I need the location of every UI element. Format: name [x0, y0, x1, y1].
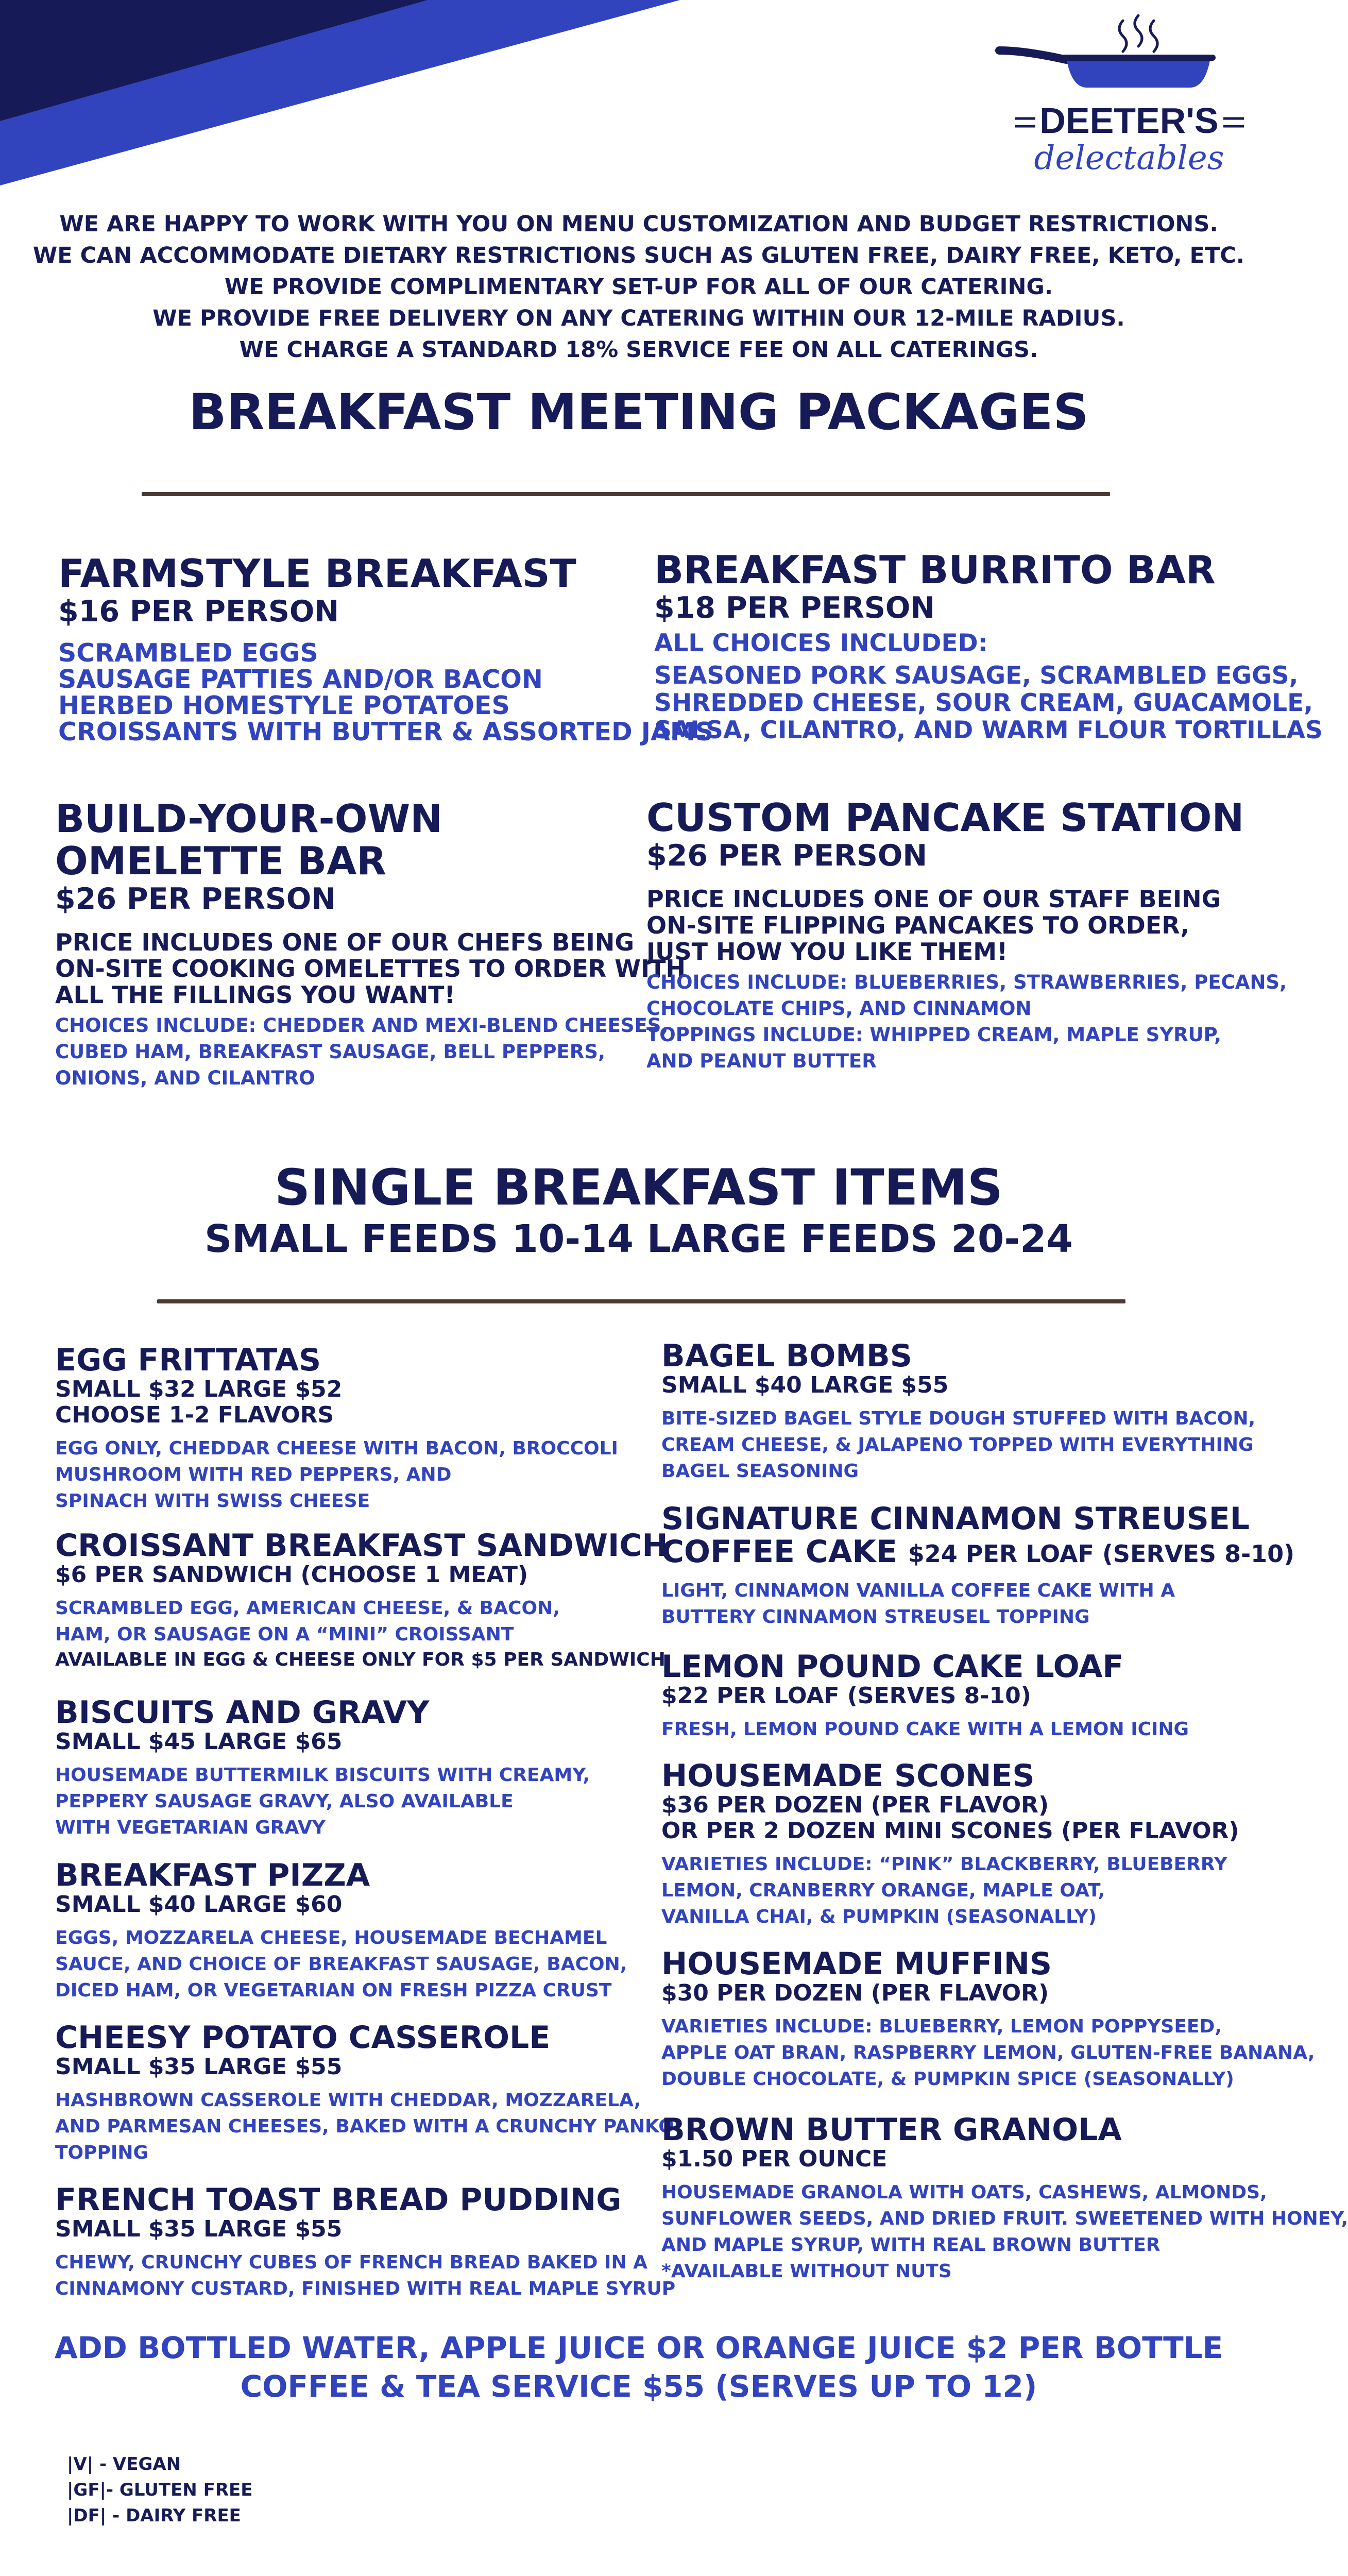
item-title: EGG FRITTATAS [55, 1342, 321, 1378]
item-title: BUILD-YOUR-OWN [55, 796, 442, 841]
item-breakfast-pizza [55, 1859, 627, 2004]
item-housemade-scones [661, 1759, 1239, 1930]
item-lemon-pound-cake [661, 1650, 1189, 1742]
item-description: VARIETIES INCLUDE: “PINK” BLACKBERRY, BLUEBERRY LEMON, CRANBERRY ORANGE, MAPLE OAT, VANILLA CHAI, & PUMPKIN (SEASONALLY) [661, 1854, 1227, 1927]
item-coffee-cake [661, 1502, 1294, 1630]
item-croissant-sandwich [55, 1529, 668, 1672]
item-title: CHEESY POTATO CASSEROLE [55, 2020, 551, 2056]
item-title-line2: COFFEE CAKE $24 PER LOAF (SERVES 8-10) [661, 1534, 1295, 1570]
item-title: HOUSEMADE SCONES [661, 1758, 1035, 1794]
list-item: SHREDDED CHEESE, SOUR CREAM, GUACAMOLE, [654, 689, 1313, 717]
intro-line: WE PROVIDE COMPLIMENTARY SET-UP FOR ALL OF OUR CATERING. [224, 274, 1053, 300]
item-price: $22 PER LOAF (SERVES 8-10) [661, 1683, 1031, 1709]
item-french-toast [55, 2183, 675, 2302]
item-price: $16 PER PERSON [58, 595, 339, 629]
item-price: $30 PER DOZEN (PER FLAVOR) [661, 1980, 1049, 2006]
item-list [654, 662, 1323, 744]
package-omelette-bar [55, 798, 686, 1091]
item-price: $26 PER PERSON [55, 882, 336, 916]
corner-stripe-decoration [0, 0, 721, 196]
list-item: SALSA, CILANTRO, AND WARM FLOUR TORTILLAS [654, 716, 1323, 744]
legend-item: |GF|- GLUTEN FREE [67, 2480, 253, 2500]
item-price: SMALL $45 LARGE $65 [55, 1728, 343, 1755]
item-biscuits-gravy [55, 1696, 590, 1841]
item-title: BREAKFAST PIZZA [55, 1857, 370, 1893]
package-pancake-station [646, 796, 1287, 1074]
item-price: SMALL $35 LARGE $55 [55, 2216, 343, 2242]
list-item: CROISSANTS WITH BUTTER & ASSORTED JAMS [58, 717, 713, 747]
package-farmstyle [58, 552, 713, 745]
item-title: CROISSANT BREAKFAST SANDWICH [55, 1528, 668, 1564]
item-title: HOUSEMADE MUFFINS [661, 1946, 1052, 1982]
item-price: $26 PER PERSON [646, 839, 928, 873]
intro-line: WE ARE HAPPY TO WORK WITH YOU ON MENU CUSTOMIZATION AND BUDGET RESTRICTIONS. [59, 211, 1218, 237]
intro-line: WE PROVIDE FREE DELIVERY ON ANY CATERING WITHIN OUR 12-MILE RADIUS. [152, 306, 1125, 331]
item-note: AVAILABLE IN EGG & CHEESE ONLY FOR $5 PER SANDWICH [55, 1649, 666, 1670]
list-item: SEASONED PORK SAUSAGE, SCRAMBLED EGGS, [654, 662, 1299, 690]
item-description: EGGS, MOZZARELA CHEESE, HOUSEMADE BECHAMEL SAUCE, AND CHOICE OF BREAKFAST SAUSAGE, BACON, DICED HAM, OR VEGETARIAN ON FRESH PIZZA CRUST [55, 1927, 627, 2001]
item-description: EGG ONLY, CHEDDAR CHEESE WITH BACON, BROCCOLI MUSHROOM WITH RED PEPPERS, AND SPINACH WITH SWISS CHEESE [55, 1438, 618, 1512]
item-subhead: ALL CHOICES INCLUDED: [654, 629, 988, 657]
item-price: SMALL $35 LARGE $55 [55, 2054, 343, 2080]
item-description: VARIETIES INCLUDE: BLUEBERRY, LEMON POPPYSEED, APPLE OAT BRAN, RASPBERRY LEMON, GLUTEN-FREE BANANA, DOUBLE CHOCOLATE, & PUMPKIN SPICE (SEASONALLY) [661, 2016, 1315, 2090]
list-item: HERBED HOMESTYLE POTATOES [58, 691, 510, 720]
item-price: SMALL $32 LARGE $52 [55, 1376, 343, 1402]
singles-subheading: SMALL FEEDS 10-14 LARGE FEEDS 20-24 [204, 1217, 1073, 1261]
item-title: BISCUITS AND GRAVY [55, 1694, 430, 1731]
item-bagel-bombs [661, 1340, 1255, 1484]
item-choices: CHOICES INCLUDE: CHEDDER AND MEXI-BLEND CHEESES, CUBED HAM, BREAKFAST SAUSAGE, BELL PEPPERS, ONIONS, AND CILANTRO [55, 1014, 669, 1089]
item-description: BITE-SIZED BAGEL STYLE DOUGH STUFFED WITH BACON, CREAM CHEESE, & JALAPENO TOPPED WITH EVERYTHING BAGEL SEASONING [661, 1408, 1256, 1482]
item-note: PRICE INCLUDES ONE OF OUR STAFF BEING ON-SITE FLIPPING PANCAKES TO ORDER, JUST HOW YOU LIKE THEM! [646, 885, 1221, 965]
item-title: SIGNATURE CINNAMON STREUSEL [661, 1501, 1250, 1537]
package-burrito-bar [654, 549, 1323, 744]
addon-line: ADD BOTTLED WATER, APPLE JUICE OR ORANGE JUICE $2 PER BOTTLE [54, 2330, 1223, 2365]
frying-pan-icon [999, 50, 1216, 88]
legend-item: |DF| - DAIRY FREE [67, 2505, 241, 2526]
item-potato-casserole [55, 2021, 674, 2166]
item-description: FRESH, LEMON POUND CAKE WITH A LEMON ICING [661, 1719, 1189, 1740]
section-divider [142, 492, 1110, 496]
intro-line: WE CHARGE A STANDARD 18% SERVICE FEE ON ALL CATERINGS. [239, 337, 1038, 363]
list-item: SCRAMBLED EGGS [58, 638, 318, 668]
item-title: FRENCH TOAST BREAD PUDDING [55, 2182, 622, 2218]
item-list [58, 640, 713, 745]
item-price: $24 PER LOAF (SERVES 8-10) [908, 1540, 1295, 1568]
addons-footer [0, 2329, 1277, 2406]
item-title: BROWN BUTTER GRANOLA [661, 2112, 1122, 2148]
item-price: SMALL $40 LARGE $60 [55, 1891, 343, 1918]
item-note: PRICE INCLUDES ONE OF OUR CHEFS BEING ON-SITE COOKING OMELETTES TO ORDER WITH ALL THE FILLINGS YOU WANT! [55, 928, 686, 1009]
dietary-legend [67, 2451, 252, 2529]
item-choices: CHOICES INCLUDE: BLUEBERRIES, STRAWBERRIES, PECANS, CHOCOLATE CHIPS, AND CINNAMON TOPPINGS INCLUDE: WHIPPED CREAM, MAPLE SYRUP, AND PEANUT BUTTER [646, 971, 1287, 1072]
intro-notes [0, 209, 1277, 366]
item-description: HOUSEMADE BUTTERMILK BISCUITS WITH CREAMY, PEPPERY SAUSAGE GRAVY, ALSO AVAILABLE WITH VEGETARIAN GRAVY [55, 1765, 590, 1838]
section-divider [157, 1299, 1125, 1303]
list-item: SAUSAGE PATTIES AND/OR BACON [58, 665, 543, 694]
item-description: HOUSEMADE GRANOLA WITH OATS, CASHEWS, ALMONDS, SUNFLOWER SEEDS, AND DRIED FRUIT. SWEETENED WITH HONEY, AND MAPLE SYRUP, WITH REAL BROWN BUTTER *AVAILABLE WITHOUT NUTS [661, 2182, 1348, 2282]
item-description: SCRAMBLED EGG, AMERICAN CHEESE, & BACON, HAM, OR SAUSAGE ON A “MINI” CROISSANT [55, 1598, 560, 1645]
addon-line: COFFEE & TEA SERVICE $55 (SERVES UP TO 12) [240, 2369, 1037, 2404]
intro-line: WE CAN ACCOMMODATE DIETARY RESTRICTIONS SUCH AS GLUTEN FREE, DAIRY FREE, KETO, ETC. [32, 243, 1245, 268]
item-price: $36 PER DOZEN (PER FLAVOR) [661, 1792, 1049, 1818]
item-title: FARMSTYLE BREAKFAST [58, 551, 576, 596]
item-egg-frittatas [55, 1344, 618, 1514]
item-description: LIGHT, CINNAMON VANILLA COFFEE CAKE WITH A BUTTERY CINNAMON STREUSEL TOPPING [661, 1580, 1175, 1628]
item-price-note: OR PER 2 DOZEN MINI SCONES (PER FLAVOR) [661, 1818, 1239, 1844]
singles-heading: SINGLE BREAKFAST ITEMS [275, 1159, 1003, 1216]
item-title: BAGEL BOMBS [661, 1338, 912, 1374]
packages-heading: BREAKFAST MEETING PACKAGES [189, 383, 1089, 441]
item-price: $6 PER SANDWICH (CHOOSE 1 MEAT) [55, 1562, 528, 1588]
logo-script: delectables [1034, 139, 1224, 177]
item-title: CUSTOM PANCAKE STATION [646, 795, 1244, 840]
logo-wordmark: DEETER'S [1039, 100, 1219, 141]
item-price: $1.50 PER OUNCE [661, 2146, 888, 2172]
item-housemade-muffins [661, 1947, 1315, 2092]
item-title: OMELETTE BAR [55, 838, 386, 884]
item-title: LEMON POUND CAKE LOAF [661, 1649, 1124, 1685]
item-description: HASHBROWN CASSEROLE WITH CHEDDAR, MOZZARELA, AND PARMESAN CHEESES, BAKED WITH A CRUNCHY PANKO TOPPING [55, 2090, 674, 2163]
item-brown-butter-granola [661, 2113, 1348, 2284]
deeters-logo [994, 10, 1262, 180]
legend-item: |V| - VEGAN [67, 2454, 181, 2475]
item-description: CHEWY, CRUNCHY CUBES OF FRENCH BREAD BAKED IN A CINNAMONY CUSTARD, FINISHED WITH REAL MAPLE SYRUP [55, 2252, 676, 2299]
steam-icon [1119, 15, 1157, 52]
item-price: SMALL $40 LARGE $55 [661, 1372, 949, 1398]
item-price: $18 PER PERSON [654, 591, 935, 625]
item-title: BREAKFAST BURRITO BAR [654, 547, 1216, 592]
item-price-note: CHOOSE 1-2 FLAVORS [55, 1402, 334, 1428]
